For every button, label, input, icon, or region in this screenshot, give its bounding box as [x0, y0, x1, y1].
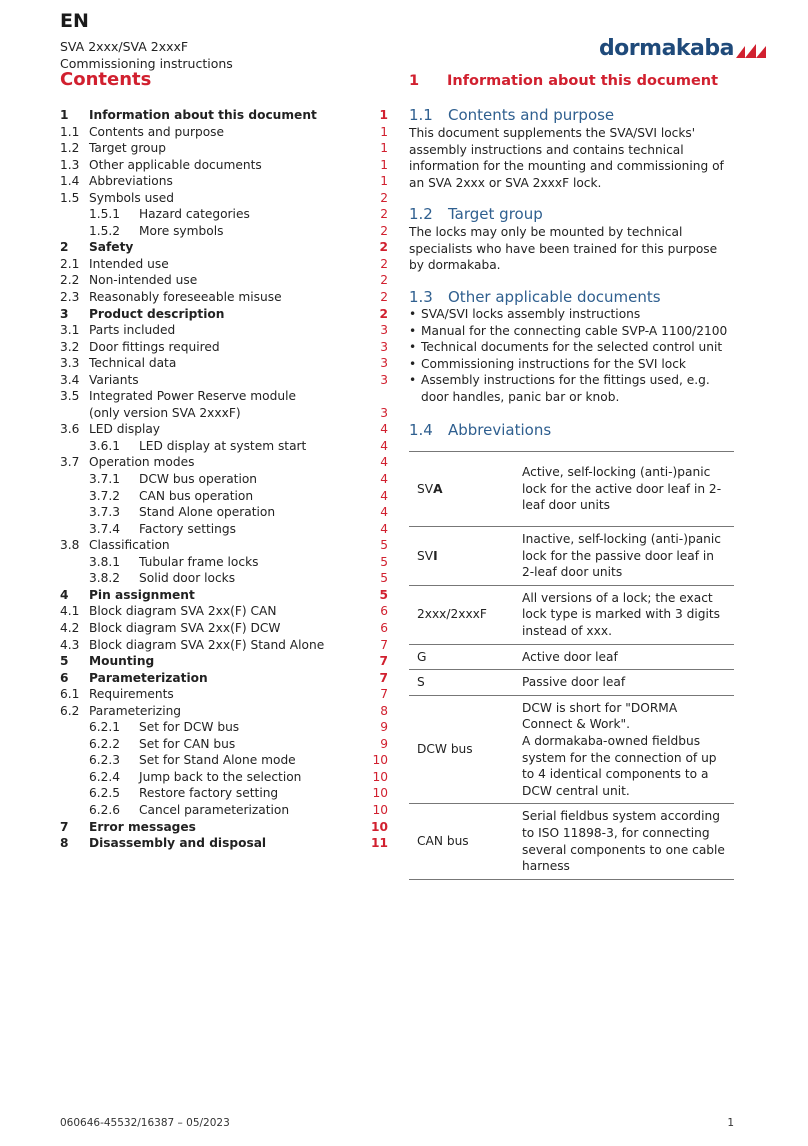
toc-entry[interactable]: 6.2.5 Restore factory setting 10: [89, 786, 388, 801]
toc-entry[interactable]: 1.4 Abbreviations 1: [60, 174, 388, 189]
contents-title: Contents: [60, 69, 152, 90]
list-item: • Technical documents for the selected control unit: [409, 339, 734, 356]
toc-entry[interactable]: 3.7.4 Factory settings 4: [89, 521, 388, 536]
toc-entry[interactable]: 3.3 Technical data 3: [60, 356, 388, 371]
other-documents-list: [409, 306, 734, 406]
toc-entry[interactable]: 1.5.2 More symbols 2: [89, 223, 388, 238]
toc-entry[interactable]: 3.4 Variants 3: [60, 372, 388, 387]
toc-entry[interactable]: 6.1 Requirements 7: [60, 687, 388, 702]
dormakaba-logo: [599, 36, 766, 61]
abbreviations-table: [409, 451, 734, 880]
contents-purpose-text: This document supplements the SVA/SVI locks' assembly instructions and contains technical information for the mounting and commissioning of an SVA 2xxx or SVA 2xxxF lock.: [409, 126, 724, 190]
toc-entry[interactable]: 1.5 Symbols used 2: [60, 190, 388, 205]
target-group-text: The locks may only be mounted by technical specialists who have been trained for this purpose by dormakaba.: [409, 225, 718, 273]
table-row: G Active door leaf: [409, 644, 734, 670]
toc-entry[interactable]: 2 Safety 2: [60, 240, 388, 255]
brand-name: dormakaba: [598, 36, 734, 61]
table-row: SVA Active, self-locking (anti-)panic lock for the active door leaf in 2-leaf door units: [409, 452, 734, 527]
document-type: Commissioning instructions: [60, 56, 233, 71]
toc-entry[interactable]: 8 Disassembly and disposal 11: [60, 836, 388, 851]
toc-entry[interactable]: 6.2.3 Set for Stand Alone mode 10: [89, 753, 388, 768]
table-row: 2xxx/2xxxF All versions of a lock; the exact lock type is marked with 3 digits instead of xxx.: [409, 585, 734, 644]
toc-entry[interactable]: 4.1 Block diagram SVA 2xx(F) CAN 6: [60, 604, 388, 619]
toc-entry[interactable]: 3.7 Operation modes 4: [60, 455, 388, 470]
page-number: 1: [727, 1117, 734, 1129]
toc-entry[interactable]: 5 Mounting 7: [60, 654, 388, 669]
toc-entry[interactable]: 4.2 Block diagram SVA 2xx(F) DCW 6: [60, 620, 388, 635]
heading-target-group: 1.2 Target group: [409, 205, 543, 223]
toc-entry[interactable]: 6.2.4 Jump back to the selection 10: [89, 769, 388, 784]
table-row: S Passive door leaf: [409, 670, 734, 696]
toc-entry[interactable]: 6.2.6 Cancel parameterization 10: [89, 802, 388, 817]
table-row: SVI Inactive, self-locking (anti-)panic lock for the passive door leaf in 2-leaf door units: [409, 527, 734, 586]
heading-abbreviations: 1.4 Abbreviations: [409, 421, 552, 439]
table-of-contents: [60, 107, 388, 852]
table-row: DCW bus DCW is short for "DORMA Connect & Work". A dormakaba-owned fieldbus system for the connection of up to 4 identical components to a DCW central unit.: [409, 695, 734, 804]
toc-entry[interactable]: 1.1 Contents and purpose 1: [60, 124, 388, 139]
toc-entry[interactable]: 7 Error messages 10: [60, 819, 388, 834]
section-heading-1: 1 Information about this document: [409, 73, 719, 89]
toc-entry[interactable]: 4.3 Block diagram SVA 2xx(F) Stand Alone 7: [60, 637, 388, 652]
list-item: • Commissioning instructions for the SVI lock: [409, 356, 734, 373]
toc-entry[interactable]: 6 Parameterization 7: [60, 670, 388, 685]
toc-entry[interactable]: 3.6.1 LED display at system start 4: [89, 438, 388, 453]
list-item: • SVA/SVI locks assembly instructions: [409, 306, 734, 323]
toc-entry[interactable]: 1 Information about this document 1: [60, 108, 388, 122]
heading-contents-purpose: 1.1 Contents and purpose: [409, 106, 615, 124]
language-code: EN: [60, 10, 89, 32]
toc-entry[interactable]: 1.2 Target group 1: [60, 141, 388, 156]
document-id: 060646-45532/16387 – 05/2023: [60, 1117, 230, 1129]
heading-other-documents: 1.3 Other applicable documents: [409, 288, 661, 306]
toc-entry[interactable]: 6.2.1 Set for DCW bus 9: [89, 720, 388, 735]
toc-entry[interactable]: 3.5 Integrated Power Reserve module: [60, 389, 296, 404]
toc-entry[interactable]: 3.6 LED display 4: [60, 422, 388, 437]
toc-entry[interactable]: 1.5.1 Hazard categories 2: [89, 207, 388, 222]
toc-entry[interactable]: 3.8.2 Solid door locks 5: [89, 571, 388, 586]
toc-entry[interactable]: 3.8 Classification 5: [60, 538, 388, 553]
list-item: • Manual for the connecting cable SVP-A 1100/2100: [409, 323, 734, 340]
brand-mark-icon: [736, 40, 766, 58]
toc-entry[interactable]: 2.1 Intended use 2: [60, 256, 388, 271]
toc-entry[interactable]: 4 Pin assignment 5: [60, 587, 388, 602]
toc-entry[interactable]: 3.7.2 CAN bus operation 4: [89, 488, 388, 503]
toc-entry[interactable]: 3.7.3 Stand Alone operation 4: [89, 505, 388, 520]
product-name: SVA 2xxx/SVA 2xxxF: [60, 39, 189, 54]
table-row: CAN bus Serial fieldbus system according to ISO 11898-3, for connecting several components to one cable harness: [409, 804, 734, 879]
list-item: • Assembly instructions for the fittings used, e.g. door handles, panic bar or knob.: [409, 372, 734, 405]
toc-entry[interactable]: 2.3 Reasonably foreseeable misuse 2: [60, 290, 388, 305]
toc-entry[interactable]: 2.2 Non-intended use 2: [60, 273, 388, 288]
toc-entry[interactable]: 3.1 Parts included 3: [60, 323, 388, 338]
toc-entry[interactable]: 3.8.1 Tubular frame locks 5: [89, 554, 388, 569]
toc-entry[interactable]: 3.2 Door fittings required 3: [60, 339, 388, 354]
toc-entry[interactable]: 3 Product description 2: [60, 306, 388, 321]
toc-entry-continued[interactable]: (only version SVA 2xxxF) 3: [89, 405, 388, 420]
toc-entry[interactable]: 1.3 Other applicable documents 1: [60, 157, 388, 172]
toc-entry[interactable]: 6.2.2 Set for CAN bus 9: [89, 736, 388, 751]
toc-entry[interactable]: 3.7.1 DCW bus operation 4: [89, 472, 388, 487]
toc-entry[interactable]: 6.2 Parameterizing 8: [60, 703, 388, 718]
